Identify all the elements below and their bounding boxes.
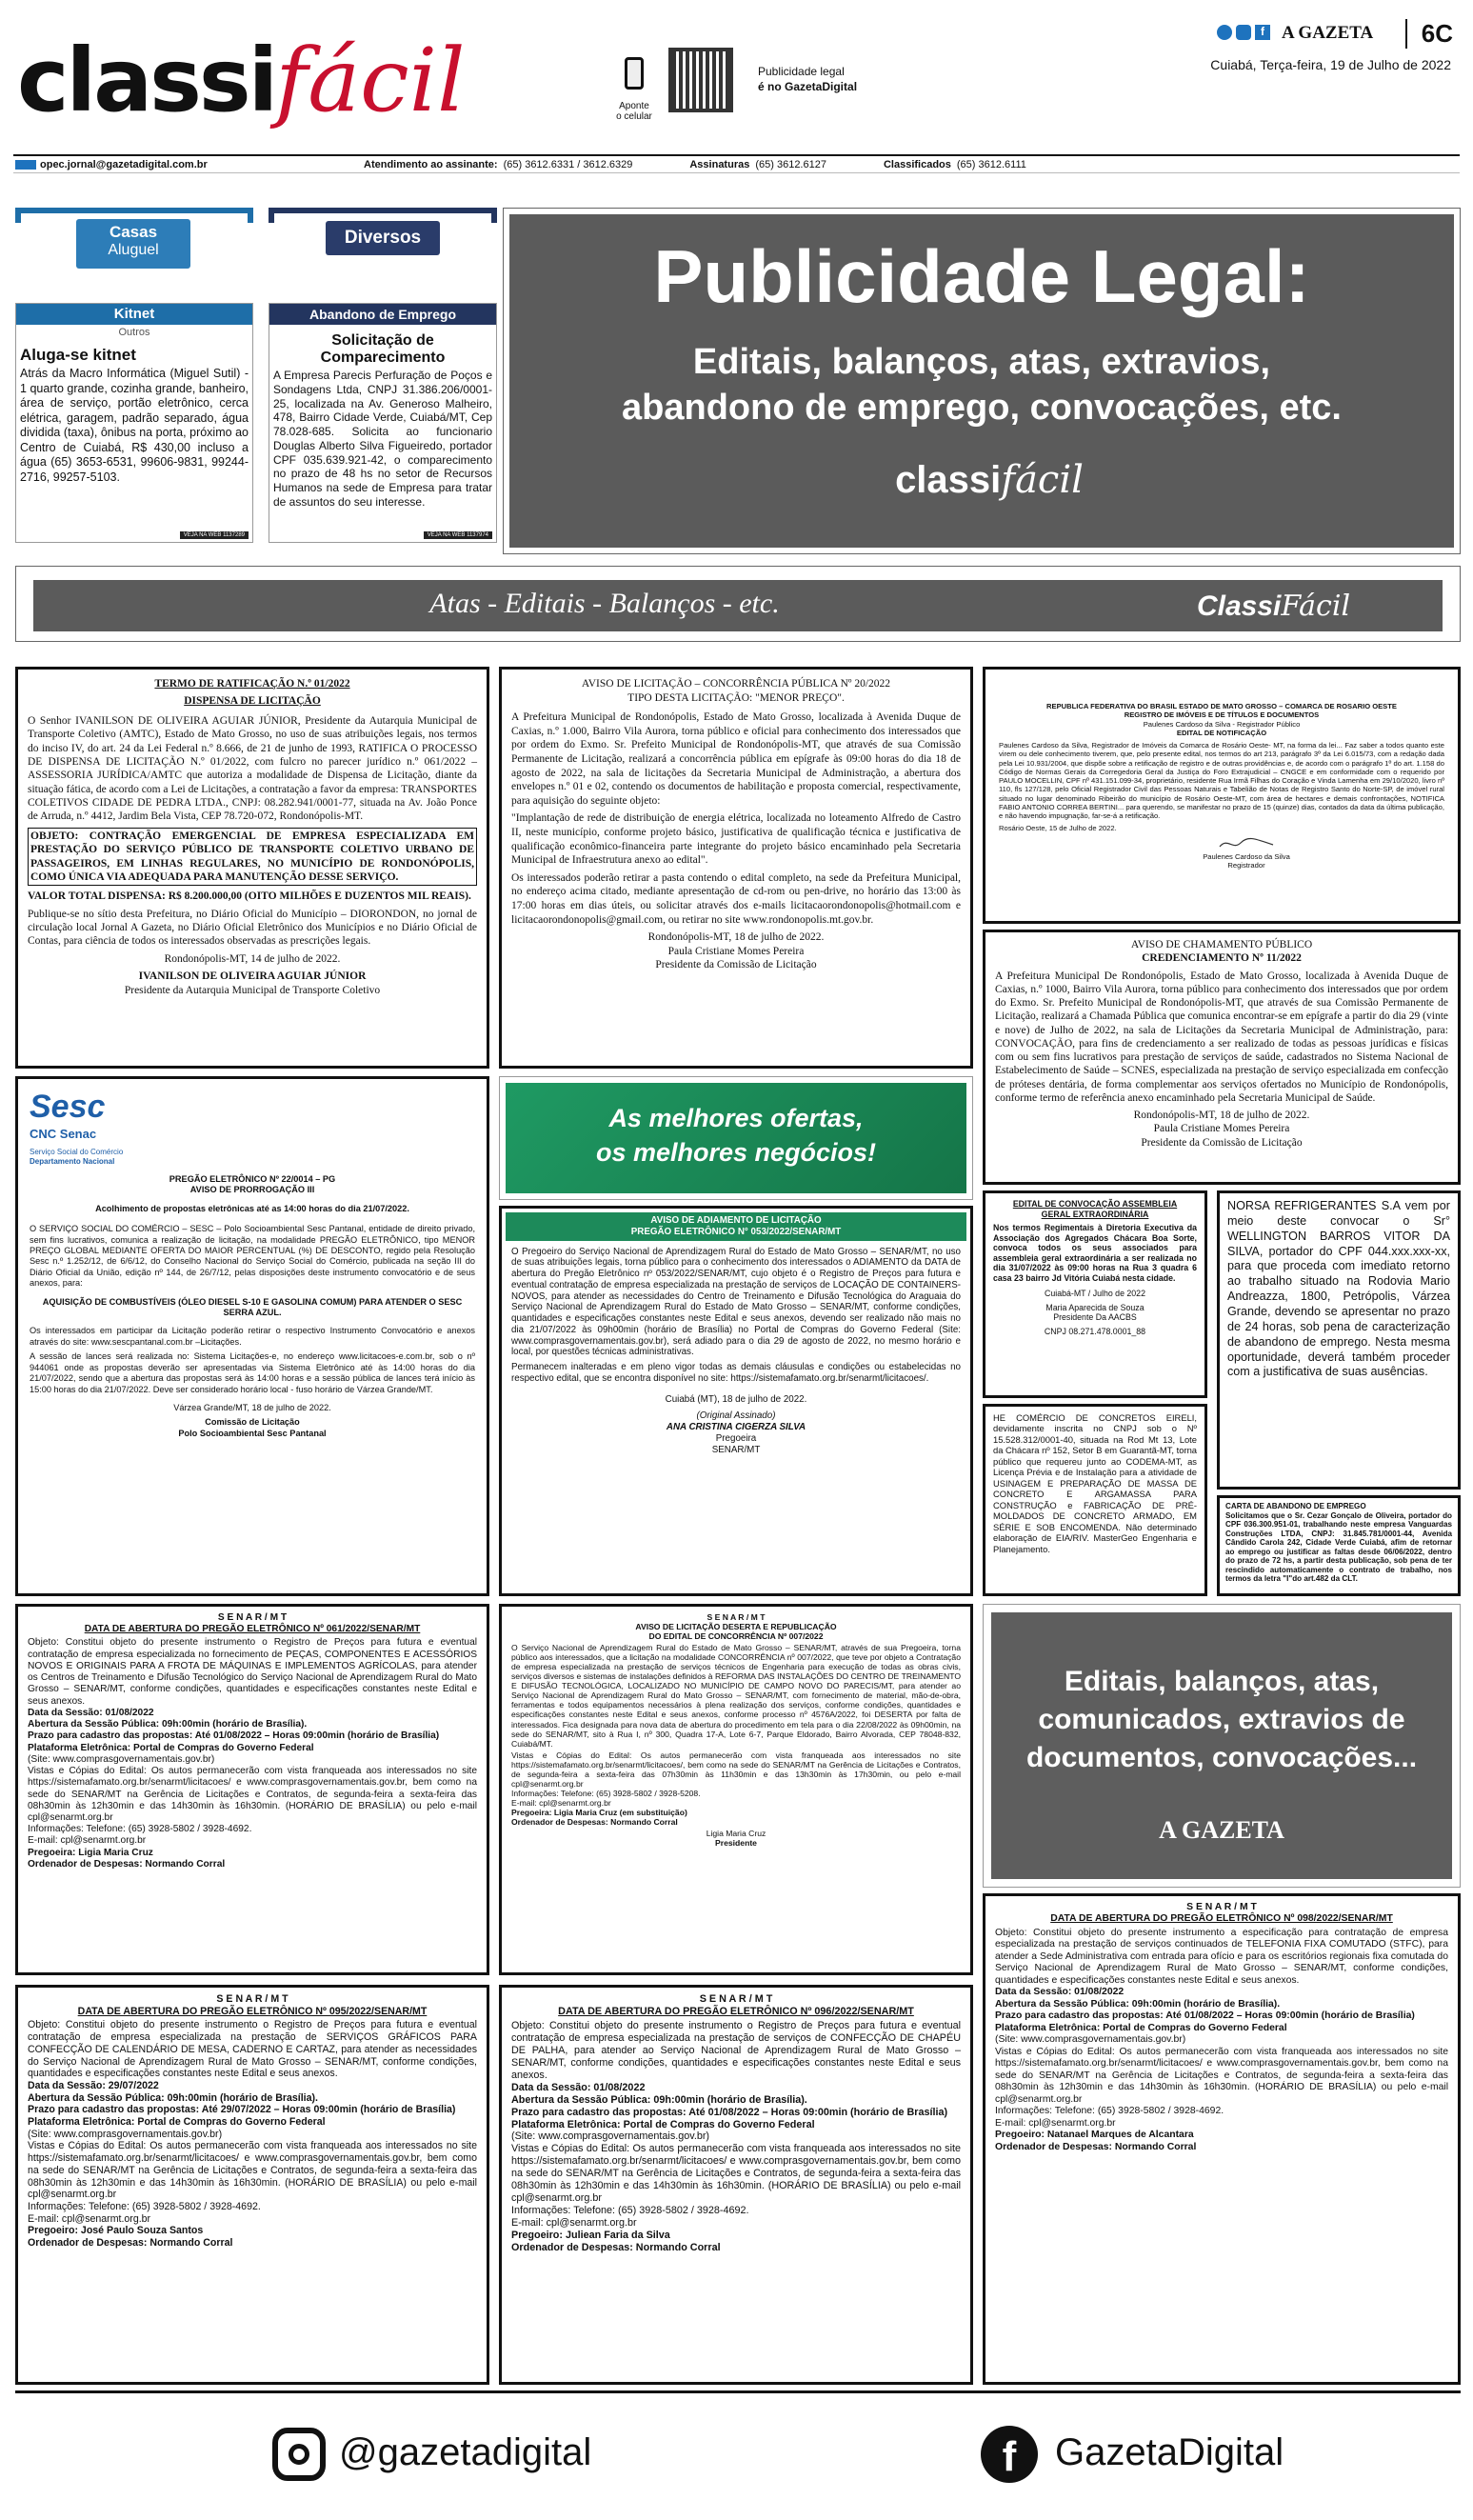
assembleia-cnpj: CNPJ 08.271.478.0001_88 xyxy=(1044,1327,1146,1337)
cartorio-signer: Paulenes Cardoso da Silva xyxy=(1203,851,1290,861)
sesc-logo-block xyxy=(30,1087,475,1174)
senar095-pregoeira: Pregoeiro: José Paulo Souza Santos xyxy=(28,2225,204,2237)
contact-classificados-value: (65) 3612.6111 xyxy=(956,158,1026,170)
atas-logo-facil: Fácil xyxy=(1281,590,1351,623)
casas-line1: Casas xyxy=(109,223,158,241)
contact-assinante-value: (65) 3612.6331 / 3612.6329 xyxy=(503,158,633,170)
adiamento-role1: Pregoeira xyxy=(715,1432,757,1444)
senar061-ordenador: Ordenador de Despesas: Normando Corral xyxy=(28,1858,226,1870)
adiamento-header xyxy=(506,1212,966,1241)
logo-classi: classi xyxy=(17,30,276,131)
senar096-abertura: Abertura da Sessão Pública: 09h:00min (horário de Brasília). xyxy=(511,2093,807,2106)
senar061-site[interactable]: (Site: www.comprasgovernamentais.gov.br) xyxy=(28,1753,215,1765)
adiamento-title1: AVISO DE ADIAMENTO DE LICITAÇÃO xyxy=(650,1215,822,1226)
assembleia-role: Presidente Da AACBS xyxy=(1053,1312,1137,1323)
senar096-info: Informações: Telefone: (65) 3928-5802 / 3928-4692. xyxy=(511,2205,749,2217)
kitnet-ad xyxy=(15,303,253,543)
senar095-title: DATA DE ABERTURA DO PREGÃO ELETRÔNICO Nº 095/2022/SENAR/MT xyxy=(77,2005,428,2017)
qr-note-line2: é no GazetaDigital xyxy=(758,79,858,93)
ratificacao-title2: DISPENSA DE LICITAÇÃO xyxy=(184,695,321,708)
concretos-licenca-notice xyxy=(983,1404,1207,1596)
norsa-convocacao-notice xyxy=(1217,1190,1461,1490)
senar061-vistas: Vistas e Cópias do Edital: Os autos permanecerão com vista franqueada aos interessados no site https://sistemafamato.org.br/senarmt/licitacoes/ e www.comprasgovernamentais.gov.br, bem como na sede do SENAR/MT na Gerência de Licitações e Contratos, de segunda-feira a sexta-feira das 08h30min às 12h30min e das 14h30min às 16h30min. (HORÁRIO DE BRASÍLIA) ou pelo e-mail cpl@senarmt.org.br xyxy=(28,1766,477,1823)
abandono-title-line2: Comparecimento xyxy=(320,349,446,366)
senar096-plataforma: Plataforma Eletrônica: Portal de Compras do Governo Federal xyxy=(511,2118,815,2130)
abandono-title xyxy=(273,332,492,366)
banner-line1: Editais, balanços, atas, extravios, xyxy=(692,342,1271,382)
abandono-body: A Empresa Parecis Perfuração de Poços e Sondagens Ltda, CNPJ 31.386.206/0001-25, localizada na Av. Generoso Malheiro, 478, Bairro Cidade Verde, Cuiabá/MT, Cep 78.028-685. Solicita ao funcionario Douglas Alberto Silva Figueiredo, portador CPF 035.639.921-42, o comparecimento no prazo de 48 hs no setor de Recursos Humanos na sede de Empresa para tratar de assuntos do seu interesse. xyxy=(273,369,492,509)
sesc-logo: Sesc xyxy=(30,1089,106,1125)
senar-pregao-095-notice xyxy=(15,1985,489,2385)
cartorio-date: Rosário Oeste, 15 de Julho de 2022. xyxy=(999,824,1117,833)
kitnet-section: Kitnet xyxy=(16,304,252,325)
phone-icon xyxy=(625,57,644,90)
instagram-icon[interactable] xyxy=(1236,25,1251,40)
senar096-vistas: Vistas e Cópias do Edital: Os autos permanecerão com vista franqueada aos interessados no site https://sistemafamato.org.br/senarmt/licitacoes/ e www.comprasgovernamentais.gov.br, bem como na sede do SENAR/MT na Gerência de Licitações e Contratos, de segunda-feira a sexta-feira das 08h30min às 12h30min e das 14h30min às 16h30min. (HORÁRIO DE BRASÍLIA) ou pelo e-mail cpl@senarmt.org.br xyxy=(511,2143,961,2205)
abandono-section: Abandono de Emprego xyxy=(269,304,496,325)
senar098-email[interactable]: E-mail: cpl@senarmt.org.br xyxy=(995,2117,1116,2129)
gray-ad[interactable] xyxy=(983,1604,1461,1888)
qr-caption xyxy=(609,101,659,122)
sesc-object: AQUISIÇÃO DE COMBUSTÍVEIS (ÓLEO DIESEL S-10 E GASOLINA COMUM) PARA ATENDER O SESC SERRA AZUL. xyxy=(42,1296,463,1318)
senar096-site[interactable]: (Site: www.comprasgovernamentais.gov.br) xyxy=(511,2130,710,2143)
senar096-prazo: Prazo para cadastro das propostas: Até 01/08/2022 – Horas 09:00min (horário de Brasília) xyxy=(511,2106,948,2118)
senar098-pregoeira: Pregoeiro: Natanael Marques de Alcantara xyxy=(995,2130,1194,2141)
cartorio-header4: EDITAL DE NOTIFICAÇÃO xyxy=(1176,728,1267,737)
concretos-p1: HE COMÉRCIO DE CONCRETOS EIRELI, devidamente inscrita no CNPJ sob o Nº 15.528.312/0001-40, situada na Rod Mt 13, Lote da Chácara nº 152, Setor B em Guarantã-MT, torna público que requereu junto ao CODEMA-MT, as Licença Prévia e de Instalação para a atividade de USINAGEM E PREPARAÇÃO DE MASSA DE CONCRETO E ARGAMASSA PARA CONSTRUÇÃO e FABRICAÇÃO DE PRÉ-MOLDADOS DE CONCRETO ARMADO, EM SÉRIE E SOB ENCOMENDA. Não determinado elaboração de EIA/RIV. MasterGeo Engenharia e Planejamento. xyxy=(993,1412,1197,1554)
brand-name: A GAZETA xyxy=(1282,23,1374,43)
page-number: 6C xyxy=(1405,19,1453,49)
abandono-web-badge[interactable]: VEJA NA WEB 1137974 xyxy=(424,531,492,539)
social-icons xyxy=(1217,25,1278,42)
atas-logo xyxy=(1197,590,1387,623)
assembleia-title1: EDITAL DE CONVOCAÇÃO ASSEMBLEIA xyxy=(1012,1199,1178,1209)
senar061-objeto: Objeto: Constitui objeto do presente instrumento o Registro de Preços para futura e eventual contratação de empresa especializada no fornecimento de PEÇAS, COMPONENTES E ACESSÓRIOS NOVOS E ORIGINAIS PARA A FROTA DE MÁQUINAS E IMPLEMENTOS AGRÍCOLAS, para atender os Centros de Treinamento e Difusão Tecnológico do Serviço Nacional de Aprendizagem Rural do Mato Grosso – SENAR/MT, conforme condições, quantidades e especificações constantes neste Edital e seus anexos. xyxy=(28,1637,477,1707)
facebook-footer-icon: f xyxy=(981,2426,1038,2483)
senar-pregao-098-notice xyxy=(983,1893,1461,2385)
senar007-email[interactable]: E-mail: cpl@senarmt.org.br xyxy=(511,1797,611,1808)
chamamento-title2: CREDENCIAMENTO Nº 11/2022 xyxy=(1142,952,1302,965)
sesc-title1: PREGÃO ELETRÔNICO Nº 22/0014 – PG xyxy=(169,1174,336,1184)
senar061-pregoeira: Pregoeira: Ligia Maria Cruz xyxy=(28,1847,153,1858)
sesc-p3: A sessão de lances será realizada no: Sistema Licitações-e, no endereço www.licitacoes-e.com.br, sob o nº 944061 onde as propostas deverão ser apresentadas via Sistema Eletrônico até às 14:00 horas do dia 21/07/2022, sendo que a abertura das propostas será às 14:00 horas e a sessão pública de lances terá início às 15:00 horas do dia 21/07/2022. Deve ser considerado horário local - fuso horário de Várzea Grande/MT. xyxy=(30,1351,475,1394)
ratificacao-valor: VALOR TOTAL DISPENSA: R$ 8.200.000,00 (OITO MILHÕES E DUZENTOS MIL REAIS). xyxy=(28,890,471,903)
facebook-handle: GazetaDigital xyxy=(1055,2431,1284,2473)
sesc-p2: Os interessados em participar da Licitação poderão retirar o respectivo Instrumento Convocatório e anexos através do site: www.sescpantanal.com.br –Licitações. xyxy=(30,1326,475,1347)
abandono-title-line1: Solicitação de xyxy=(331,332,434,349)
senar095-vistas: Vistas e Cópias do Edital: Os autos permanecerão com vista franqueada aos interessados no site https://sistemafamato.org.br/senarmt/licitacoes/ e www.comprasgovernamentais.gov.br, bem como na sede do SENAR/MT na Gerência de Licitações e Contratos, de segunda-feira a sexta-feira das 08h30min às 12h30min e das 14h30min às 16h30min. (HORÁRIO DE BRASÍLIA) ou pelo e-mail cpl@senarmt.org.br xyxy=(28,2140,477,2201)
cartorio-edital-notice xyxy=(983,667,1461,924)
senar061-plataforma: Plataforma Eletrônica: Portal de Compras do Governo Federal xyxy=(28,1742,314,1753)
senar095-plataforma: Plataforma Eletrônica: Portal de Compras do Governo Federal xyxy=(28,2116,326,2129)
ratificacao-p4: Publique-se no sítio desta Prefeitura, no Diário Oficial do Município – DIORONDON, no jornal de circulação local Jornal A Gazeta, no Diário Oficial Eletrônico dos Municípios e no Diário Oficial de Contas, para ciência de todos os interessados observadas as prescrições legais. xyxy=(28,908,477,948)
globe-icon[interactable] xyxy=(1217,25,1232,40)
green-ad-line1: As melhores ofertas, xyxy=(608,1104,864,1132)
senar098-site[interactable]: (Site: www.comprasgovernamentais.gov.br) xyxy=(995,2034,1186,2046)
footer-facebook[interactable] xyxy=(737,2390,1461,2509)
senar061-title: DATA DE ABERTURA DO PREGÃO ELETRÔNICO Nº 061/2022/SENAR/MT xyxy=(84,1624,421,1635)
adiamento-role2: SENAR/MT xyxy=(711,1444,761,1455)
email-icon xyxy=(15,160,36,170)
assembleia-p1: Nos termos Regimentais à Diretoria Executiva da Associação dos Agregados Chácara Boa Sorte, convoca todos os seus associados para assembleia geral extraordinária a ser realizada no dia 31/07/2022 às 09:00 horas na Rua 3 quadra 6 casa 23 bairro Jd Vitória Cuiabá nesta cidade. xyxy=(993,1223,1197,1283)
diversos-label: Diversos xyxy=(326,221,440,255)
termo-ratificacao-notice xyxy=(15,667,489,1069)
adiamento-title2: PREGÃO ELETRÔNICO N° 053/2022/SENAR/MT xyxy=(630,1226,842,1237)
assembleia-title2: GERAL EXTRAORDINÁRIA xyxy=(1041,1209,1149,1219)
senar-pregao-096-notice xyxy=(499,1985,973,2385)
senar098-abertura: Abertura da Sessão Pública: 09h:00min (horário de Brasília). xyxy=(995,1998,1281,2010)
banner-title: Publicidade Legal: xyxy=(653,234,1310,318)
senar007-vistas: Vistas e Cópias do Edital: Os autos permanecerão com vista franqueada aos interessados no site https://sistemafamato.org.br/senarmt/licitacoes/, bem como na sede do SENAR/MT na Gerência de Licitações e Contratos, de segunda-feira a sexta-feira das 07h30min às 11h30min e das 13h30min às 17h30min, ou pelo e-mail cpl@senarmt.org.br xyxy=(511,1750,961,1789)
senar095-org: S E N A R / M T xyxy=(216,1993,289,2005)
cartorio-body: Paulenes Cardoso da Silva, Registrador de Imóveis da Comarca de Rosário Oeste- MT, na forma da lei... Faz saber a todos quanto este virem ou dele conhecimento tiverem, que, pelo presente edital, nos termos do art 213, parágrafo 3º da Lei 6.015/73, com a redação dada pela Lei 10.931/2004, que dispõe sobre a retificação de registro e de outras providências e, de acordo com o parágrafo 1º do art. 1.158 do Código de Normas Gerais da Corregedoria Geral da Justiça do Foro Extrajudicial – CNGCE e em conformidade com o requerido por PAULO MOCELLIN, CPF nº 431.151.099-34, proprietário, residente Rua Irmã Filhas do Coração e Vinda Lamenha em 29/10/2020, livro nº 110, fls 127/128, pelo Oficial Registrador Civil das Pessoas Naturais e Tabelião de Notas de Registro Santo do Norte-SP, de imóvel rural situado no lugar denominado Ribeirão do município de Rosário Oeste-MT, com área de hectares e demais confrontações, NOTIFICA FABIO ANTONIO CORREA BERTINI... para querendo, se manifestar no prazo de 15 (quinze) dias, contados da data da última publicação, e não havendo impugnação, far-se-á a retificação. xyxy=(999,741,1444,820)
senar098-title: DATA DE ABERTURA DO PREGÃO ELETRÔNICO Nº 098/2022/SENAR/MT xyxy=(1050,1913,1393,1925)
qr-code[interactable] xyxy=(668,48,733,112)
contact-assinaturas-label: Assinaturas xyxy=(689,158,750,170)
licitacao20-p1: A Prefeitura Municipal de Rondonópolis, Estado de Mato Grosso, localizada à Avenida Duque de Caxias, n.º 1.000, Bairro Vila Aurora, torna público e oficial para conhecimento dos interessados que por ordem do Exmo. Sr. Prefeito Municipal de Rondonópolis-MT, que através de sua Comissão Permanente de Licitação, realizará a concorrência pública em epígrafe às 09:00 horas do dia 18 de agosto de 2022, na sala de licitações da Secretaria Municipal de Administração, a abertura dos envelopes n.º 01 e 02, contendo os documentos de habilitação e proposta comercial, respectivamente, para aquisição do seguinte objeto: xyxy=(511,711,961,807)
qr-note xyxy=(758,65,910,94)
assembleia-date: Cuiabá-MT / Julho de 2022 xyxy=(1045,1289,1145,1299)
kitnet-web-badge[interactable]: VEJA NA WEB 1137289 xyxy=(180,531,249,539)
senar098-prazo: Prazo para cadastro das propostas: Até 01/08/2022 – Horas 09:00min (horário de Brasília) xyxy=(995,2010,1415,2022)
chamamento-title1: AVISO DE CHAMAMENTO PÚBLICO xyxy=(1130,939,1313,950)
senar095-objeto: Objeto: Constitui objeto do presente instrumento o Registro de Preços para futura e eventual contratação de empresa especializada na prestação de SERVIÇOS GRÁFICOS PARA CONFECÇÃO DE CALENDÁRIO DE MESA, CADERNO E CARTAZ, para atender as necessidades do Serviço Nacional de Aprendizagem Rural de Mato Grosso – SENAR/MT, conforme condições, quantidades e especificações constantes neste Edital e seus anexos. xyxy=(28,2019,477,2080)
senar007-signer: Ligia Maria Cruz xyxy=(706,1829,766,1839)
ratificacao-objeto: OBJETO: CONTRAÇÃO EMERGENCIAL DE EMPRESA ESPECIALIZADA EM PRESTAÇÃO DO SERVIÇO PÚBLICO DE TRANSPORTE COLETIVO URBANO DE PASSAGEIROS, EM LINHAS REGULARES, NO MUNICÍPIO DE RONDONÓPOLIS, COMO ÚNICA VIA ADEQUADA PARA MANUTENÇÃO DESSE SERVIÇO. xyxy=(28,828,477,887)
chamamento-p1: A Prefeitura Municipal De Rondonópolis, Estado de Mato Grosso, localizada à Avenida Duque de Caxias, n.º 1000, Bairro Vila Aurora, torna público para conhecimento dos interessados que por ordem do Exmo. Sr. Prefeito Municipal de Rondonópolis-MT, que através de sua Comissão Permanente de Licitação, realizará a Chamada Pública que comunica encontrar-se em epígrafe a partir do dia 29 (vinte e nove) de Julho de 2022, na sala de Licitações da Secretaria Municipal de Administração, para: CONVOCAÇÃO, para fins de credenciamento a ser realizado de todas as pessoas jurídicas e físicas com ou sem fins lucrativos para prestação de serviços de saúde, cadastrados no Sistema Nacional de Estabelecimento de Saúde – SCNES, especializada na prestação de serviço especializada em confecção de próteses dentária, de forma complementar aos serviços ofertados no Município de Rondonópolis, conforme termo de referência anexo encaminhado pela Secretaria Municipal de Saúde. xyxy=(995,970,1448,1104)
contact-assinante-label: Atendimento ao assinante: xyxy=(364,158,498,170)
senar098-data: Data da Sessão: 01/08/2022 xyxy=(995,1987,1125,1998)
sesc-p1: O SERVIÇO SOCIAL DO COMÉRCIO – SESC – Polo Socioambiental Sesc Pantanal, entidade de direito privado, sem fins lucrativos, comunica a realização de licitação, na modalidade PREGÃO ELETRÔNICO, tipo MENOR PREÇO GLOBAL MEDIANTE OFERTA DO MAIOR PERCENTUAL (%) DE DESCONTO, regido pela Resolução Sesc n.º 1.252/12, de 6/6/12, do Conselho Nacional do Serviço Social do Comércio, publicada na seção III do Diário Oficial da União, edição nº 144, de 26/7/12, pelas disposições deste instrumento convocatório e de seus anexos, para: xyxy=(30,1224,475,1289)
atas-title: Atas - Editais - Balanços - etc. xyxy=(429,588,780,619)
abandono2-p1: Solicitamos que o Sr. Cezar Gonçalo de Oliveira, portador do CPF 036.300.951-01, trabalhando neste empresa Vanguardas Construções LTDA, CNPJ: 31.845.781/0001-44, Avenida Cândido Carola 242, Cidade Verde Cuiabá, afim de retornar ao emprego ou justificar as faltas desde 06/06/2022, dentro do prazo de 72 hs, a partir desta publicação, sob pena de ter rescindido automaticamente o contrato de trabalho, nos termos da letra "I"do art.482 da CLT. xyxy=(1225,1510,1452,1584)
banner-logo-facil: fácil xyxy=(1001,458,1084,502)
tab-diversos[interactable] xyxy=(269,208,497,284)
adiamento-date: Cuiabá (MT), 18 de julho de 2022. xyxy=(665,1393,807,1405)
gray-ad-line3: documentos, convocações... xyxy=(1025,1742,1418,1773)
senar098-info: Informações: Telefone: (65) 3928-5802 / 3928-4692. xyxy=(995,2106,1224,2117)
licitacao20-role: Presidente da Comissão de Licitação xyxy=(655,959,817,971)
qr-caption-line1: Aponte xyxy=(619,101,649,111)
atas-logo-classi: Classi xyxy=(1197,590,1282,622)
sesc-date: Várzea Grande/MT, 18 de julho de 2022. xyxy=(173,1402,331,1412)
senar095-email[interactable]: E-mail: cpl@senarmt.org.br xyxy=(28,2212,151,2225)
ratificacao-role: Presidente da Autarquia Municipal de Transporte Coletivo xyxy=(124,984,381,996)
contact-assinaturas-value: (65) 3612.6127 xyxy=(755,158,826,170)
abandono-ad xyxy=(269,303,497,543)
licitacao20-signer: Paula Cristiane Momes Pereira xyxy=(667,945,805,957)
senar007-title1: AVISO DE LICITAÇÃO DESERTA E REPUBLICAÇÃO xyxy=(635,1622,837,1632)
footer-instagram[interactable] xyxy=(15,2390,737,2509)
edition-date: Cuiabá, Terça-feira, 19 de Julho de 2022 xyxy=(1210,57,1451,72)
licitacao-cp-20-notice xyxy=(499,667,973,1069)
gray-ad-line2: comunicados, extravios de xyxy=(1038,1704,1405,1735)
senar095-info: Informações: Telefone: (65) 3928-5802 / 3928-4692. xyxy=(28,2200,261,2212)
instagram-handle: @gazetadigital xyxy=(339,2431,592,2473)
atas-editais-bar xyxy=(15,566,1461,642)
qr-note-line1: Publicidade legal xyxy=(758,65,845,78)
senar098-ordenador: Ordenador de Despesas: Normando Corral xyxy=(995,2141,1197,2152)
sesc-pregao-notice xyxy=(15,1076,489,1596)
contact-bar xyxy=(13,154,1460,173)
sesc-signer2: Polo Socioambiental Sesc Pantanal xyxy=(178,1428,327,1438)
senar096-title: DATA DE ABERTURA DO PREGÃO ELETRÔNICO Nº 096/2022/SENAR/MT xyxy=(558,2005,914,2017)
senar-concorrencia-007-notice xyxy=(499,1604,973,1975)
senar061-email[interactable]: E-mail: cpl@senarmt.org.br xyxy=(28,1835,147,1847)
senar061-abertura: Abertura da Sessão Pública: 09h:00min (horário de Brasília). xyxy=(28,1719,308,1730)
senar098-vistas: Vistas e Cópias do Edital: Os autos permanecerão com vista franqueada aos interessados no site https://sistemafamato.org.br/senarmt/licitacoes/ e www.comprasgovernamentais.gov.br, bem como na sede do SENAR/MT na Gerência de Licitações e Contratos, de segunda-feira a sexta-feira das 08h30min às 12h30min e das 14h30min às 16h30min. (HORÁRIO DE BRASÍLIA) ou pelo e-mail cpl@senarmt.org.br xyxy=(995,2046,1448,2105)
cartorio-header2: REGISTRO DE IMÓVEIS E DE TÍTULOS E DOCUMENTOS xyxy=(1124,710,1320,720)
senar098-org: S E N A R / M T xyxy=(1186,1902,1257,1912)
banner-line2: abandono de emprego, convocações, etc. xyxy=(622,388,1342,428)
green-ad[interactable] xyxy=(499,1076,973,1200)
adiamento-licitacao-notice xyxy=(499,1206,973,1596)
senar007-info: Informações: Telefone: (65) 3928-5802 / 3928-5208. xyxy=(511,1788,701,1798)
licitacao20-title2: TIPO DESTA LICITAÇÃO: "MENOR PREÇO". xyxy=(627,691,845,704)
licitacao20-date: Rondonópolis-MT, 18 de julho de 2022. xyxy=(647,931,825,944)
instagram-footer-icon xyxy=(272,2428,326,2481)
senar095-prazo: Prazo para cadastro das propostas: Até 29/07/2022 – Horas 09:00min (horário de Brasília) xyxy=(28,2104,456,2116)
ratificacao-date: Rondonópolis-MT, 14 de julho de 2022. xyxy=(164,952,341,965)
casas-label xyxy=(76,219,190,269)
logo-facil: fácil xyxy=(275,30,466,131)
cartorio-role: Registrador xyxy=(1227,861,1265,870)
facebook-icon[interactable]: f xyxy=(1255,25,1270,40)
assembleia-convocacao-notice xyxy=(983,1190,1207,1398)
senar061-info: Informações: Telefone: (65) 3928-5802 / 3928-4692. xyxy=(28,1824,252,1835)
senar095-data: Data da Sessão: 29/07/2022 xyxy=(28,2079,159,2091)
senar007-org: S E N A R / M T xyxy=(707,1612,766,1622)
sesc-sub2: Departamento Nacional xyxy=(30,1157,115,1167)
senar-pregao-061-notice xyxy=(15,1604,489,1975)
chamamento-signer: Paula Cristiane Momes Pereira xyxy=(1153,1123,1290,1135)
gray-ad-line1: Editais, balanços, atas, xyxy=(1064,1666,1380,1697)
senar096-pregoeira: Pregoeiro: Juliean Faria da Silva xyxy=(511,2230,670,2242)
qr-caption-line2: o celular xyxy=(616,111,652,122)
chamamento-publico-notice xyxy=(983,930,1461,1185)
contact-classificados-label: Classificados xyxy=(883,158,951,170)
chamamento-date: Rondonópolis-MT, 18 de julho de 2022. xyxy=(1133,1110,1310,1121)
sesc-title3: Acolhimento de propostas eletrônicas até as 14:00 horas do dia 21/07/2022. xyxy=(95,1203,409,1213)
adiamento-signer: ANA CRISTINA CIGERZA SILVA xyxy=(666,1422,806,1432)
kitnet-title: Aluga-se kitnet xyxy=(20,346,136,364)
senar007-title2: DO EDITAL DE CONCORRÊNCIA Nº 007/2022 xyxy=(648,1631,824,1642)
licitacao20-p3: Os interessados poderão retirar a pasta contendo o edital completo, na sede da Prefeitura Municipal, no endereço acima citado, mediante apresentação de cd-rom ou pen-drive, no horário das 13:00 às 17:00 horas em dias úteis, ou solicitar através dos e-mails licitacaorondonopolis@hotmail.com e licitacaorondonopolis@gmail.com, ou retirar no site www.rondonopolis.mt.gov.br. xyxy=(511,871,961,926)
senar096-email[interactable]: E-mail: cpl@senarmt.org.br xyxy=(511,2217,637,2230)
tab-casas-aluguel[interactable] xyxy=(15,208,253,284)
senar095-ordenador: Ordenador de Despesas: Normando Corral xyxy=(28,2237,233,2250)
cartorio-header1: REPUBLICA FEDERATIVA DO BRASIL ESTADO DE MATO GROSSO – COMARCA DE ROSARIO OESTE xyxy=(1046,702,1397,710)
green-ad-line2: os melhores negócios! xyxy=(595,1138,877,1167)
classifacil-logo xyxy=(17,30,588,131)
adiamento-signed: (Original Assinado) xyxy=(696,1410,776,1422)
gray-ad-logo: A GAZETA xyxy=(1159,1816,1284,1844)
senar007-pregoeira: Pregoeira: Ligia Maria Cruz (em substituição) xyxy=(511,1807,687,1817)
banner-logo xyxy=(866,458,1113,502)
banner-logo-classi: classi xyxy=(895,459,1002,501)
licitacao20-p2: "Implantação de rede de distribuição de energia elétrica, localizada no loteamento Alfredo de Castro II, neste município, conforme projeto básico, justificativa de qualificação técnica e justificativa de qualificação econômico-financeira parte integrante do projeto básico encaminhado pela Secretaria Municipal de Infraestrutura anexo ao edital". xyxy=(511,812,961,867)
licitacao20-title1: AVISO DE LICITAÇÃO – CONCORRÊNCIA PÚBLICA Nº 20/2022 xyxy=(581,678,891,690)
abandono2-title: CARTA DE ABANDONO DE EMPREGO xyxy=(1225,1502,1366,1510)
sesc-sub1: Serviço Social do Comércio xyxy=(30,1148,124,1157)
senar061-prazo: Prazo para cadastro das propostas: Até 01/08/2022 – Horas 09:00min (horário de Brasília) xyxy=(28,1730,440,1742)
cartorio-header3: Paulenes Cardoso da Silva - Registrador Público xyxy=(1143,719,1301,729)
senar007-ordenador: Ordenador de Despesas: Normando Corral xyxy=(511,1816,678,1827)
signature-scribble xyxy=(1218,837,1275,850)
sesc-title2: AVISO DE PRORROGAÇÃO III xyxy=(189,1185,315,1195)
masthead xyxy=(13,10,1460,170)
senar007-role: Presidente xyxy=(715,1838,757,1849)
senar007-p1: O Serviço Nacional de Aprendizagem Rural do Estado de Mato Grosso – SENAR/MT, através de sua Pregoeira, torna público aos interessados, que a licitação na modalidade CONCORRÊNCIA nº 007/2022, que teve por objeto a Contratação de empresa especializada na prestação de serviços técnicos de Engenharia para execução de todas as obras civis, serviços diversos e sistemas de instalações definidos à REFORMA DAS INSTALAÇÕES DO CENTRO DE TREINAMENTO E DIFUSÃO TECNOLÓGICA, LOCALIZADO NO MUNICÍPIO DE CAMPO NOVO DO PARECIS/MT, para atender ao Serviço Nacional de Aprendizagem Rural do Mato Grosso – SENAR/MT, com fornecimento de material, mão-de-obra, ferramentas e todos equipamentos necessários à plena realização dos serviços, conforme condições, quantidades e especificações constantes neste Edital e seus anexos, conforme processo nº 4576A/2022, foi DESERTA por falta de interessados. Fica designada para nova data de abertura do procedimento em tela para o dia 22/08/2022 às 09h00min, na sede do SENAR/MT, sito à Rua I, nº 300, Quadra 17-A, Lote 6-7, Parque Eldorado, Bairro Alvorada, CEP 78048-832, Cuiabá/MT. xyxy=(511,1643,961,1749)
senar096-data: Data da Sessão: 01/08/2022 xyxy=(511,2081,646,2093)
ratificacao-p1: O Senhor IVANILSON DE OLIVEIRA AGUIAR JÚNIOR, Presidente da Autarquia Municipal de Transporte Coletivo (AMTC), Estado de Mato Grosso, no uso de suas atribuições legais, nos termos do inciso IV, do art. 24 da Lei Federal n.º 8.666, de 21 de junho de 1993, RATIFICA O PROCESSO DE DISPENSA DE LICITAÇÃO N.º 01/2022, com fulcro no parecer jurídico n.º 061/2022 – ASSESSORIA JURÍDICA/AMTC que autoriza a modalidade de Dispensa de Licitação, diante da situação fática, de acordo com a Lei de Licitações, a contratação a favor da empresa: TRANSPORTES COLETIVOS CIDADE DE PEDRA LTDA., CNPJ: 08.282.941/0001-77, situada na Av. João Ponce de Arruda, n.º 4412, Jardim Bela Vista, CEP 78.720-072, Rondonópolis-MT. xyxy=(28,714,478,823)
kitnet-subsection: Outros xyxy=(118,327,150,338)
senar095-site[interactable]: (Site: www.comprasgovernamentais.gov.br) xyxy=(28,2128,223,2140)
senar096-ordenador: Ordenador de Despesas: Normando Corral xyxy=(511,2242,721,2254)
contact-email[interactable]: opec.jornal@gazetadigital.com.br xyxy=(40,158,208,170)
norsa-p1: NORSA REFRIGERANTES S.A vem por meio deste convocar o Sr° WELLINGTON BARROS VITOR DA SILVA, portador do CPF 044.xxx.xxx-xx, para que proceda com imediato retorno ao trabalho situado na Rodovia Mario Andreazza, 1800, Petrópolis, Várzea Grande, devendo se apresentar no prazo de 24 horas, sob pena de caracterização de abandono de emprego. Nesta mesma oportunidade, deverá também proceder com a justificativa de suas ausências. xyxy=(1227,1199,1450,1379)
senar061-org: S E N A R / M T xyxy=(217,1612,288,1623)
senac-logo: CNC Senac xyxy=(30,1127,97,1142)
senar095-abertura: Abertura da Sessão Pública: 09h:00min (horário de Brasília). xyxy=(28,2091,318,2104)
senar098-objeto: Objeto: Constitui objeto do presente instrumento a especificação para contratação de empresa especializada na prestação de serviços continuados de TELEFONIA FIXA COMUTADO (STFC), para atender a Sede Administrativa com entrada para ofício e para os escritórios regionais fixa comutada do Serviço Nacional de Aprendizagem Rural de Mato Grosso – SENAR/MT, conforme condições, quantidades e especificações constantes neste Edital e seus anexos. xyxy=(995,1927,1448,1986)
ratificacao-signer: IVANILSON DE OLIVEIRA AGUIAR JÚNIOR xyxy=(138,970,367,983)
senar096-org: S E N A R / M T xyxy=(699,1993,773,2005)
sesc-signer1: Comissão de Licitação xyxy=(205,1417,300,1428)
carta-abandono-notice xyxy=(1217,1495,1461,1596)
cartorio-signature xyxy=(1189,837,1304,870)
casas-line2: Aluguel xyxy=(108,242,159,258)
senar061-data: Data da Sessão: 01/08/2022 xyxy=(28,1707,154,1718)
senar096-objeto: Objeto: Constitui objeto do presente instrumento o Registro de Preços para futura e eventual contratação de empresa especializada na prestação de serviços de CONFECÇÃO DE CHAPÉU DE PALHA, para atender ao Serviço Nacional de Aprendizagem Rural de Mato Grosso – SENAR/MT, conforme condições, quantidades e especificações constantes neste Edital e seus anexos. xyxy=(511,2019,961,2081)
kitnet-body: Atrás da Macro Informática (Miguel Sutil) - 1 quarto grande, cozinha grande, banheiro, área de serviço, portão eletrônico, cerca elétrica, garagem, padrão separado, água dividida (taxa), ônibus na porta, próximo ao Centro de Cuiabá, R$ 430,00 incluso a água (65) 3653-6531, 99606-9831, 99244-2716, 99257-5103. xyxy=(20,367,249,484)
ratificacao-title1: TERMO DE RATIFICAÇÃO N.º 01/2022 xyxy=(154,678,350,690)
adiamento-p2: Permanecem inalteradas e em pleno vigor todas as demais cláusulas e condições ou estabelecidas no respectivo edital, que se encontra disponível no site: https://sistemafamato.org.br/senarmt/licitacoes/. xyxy=(511,1362,961,1384)
assembleia-signer: Maria Aparecida de Souza xyxy=(1045,1302,1145,1312)
senar098-plataforma: Plataforma Eletrônica: Portal de Compras do Governo Federal xyxy=(995,2022,1287,2033)
publicidade-legal-banner[interactable] xyxy=(503,208,1461,554)
chamamento-role: Presidente da Comissão de Licitação xyxy=(1141,1136,1303,1149)
adiamento-p1: O Pregoeiro do Serviço Nacional de Aprendizagem Rural do Estado de Mato Grosso – SENAR/MT, no uso de suas atribuições legais, torna público para o conhecimento dos interessados o ADIAMENTO da DATA de abertura do Pregão Eletrônico nº 053/2022/SENAR/MT, cujo objeto é o Registro de Preços para futura e eventual contratação de empresa especializada na prestação de serviços de LOCAÇÃO DE CONTAINERS-NOVOS, para atender as necessidades do Centro de Treinamento e Difusão Tecnológica do Araguaia do Serviço Nacional de Aprendizagem Rural do Estado de Mato Grosso – SENAR/MT, conforme condições, quantidades e especificações constantes neste Edital e seus anexos, devendo ser realizado não mais no dia 21/07/2022 às 09h00min (horário de Brasília) no Portal de Compras do Governo Federal (Site: www.comprasgovernamentais.gov.br), será adiado para o dia 29 de agosto de 2022, no mesmo horário e local, por questões técnicas administrativas. xyxy=(511,1246,961,1358)
